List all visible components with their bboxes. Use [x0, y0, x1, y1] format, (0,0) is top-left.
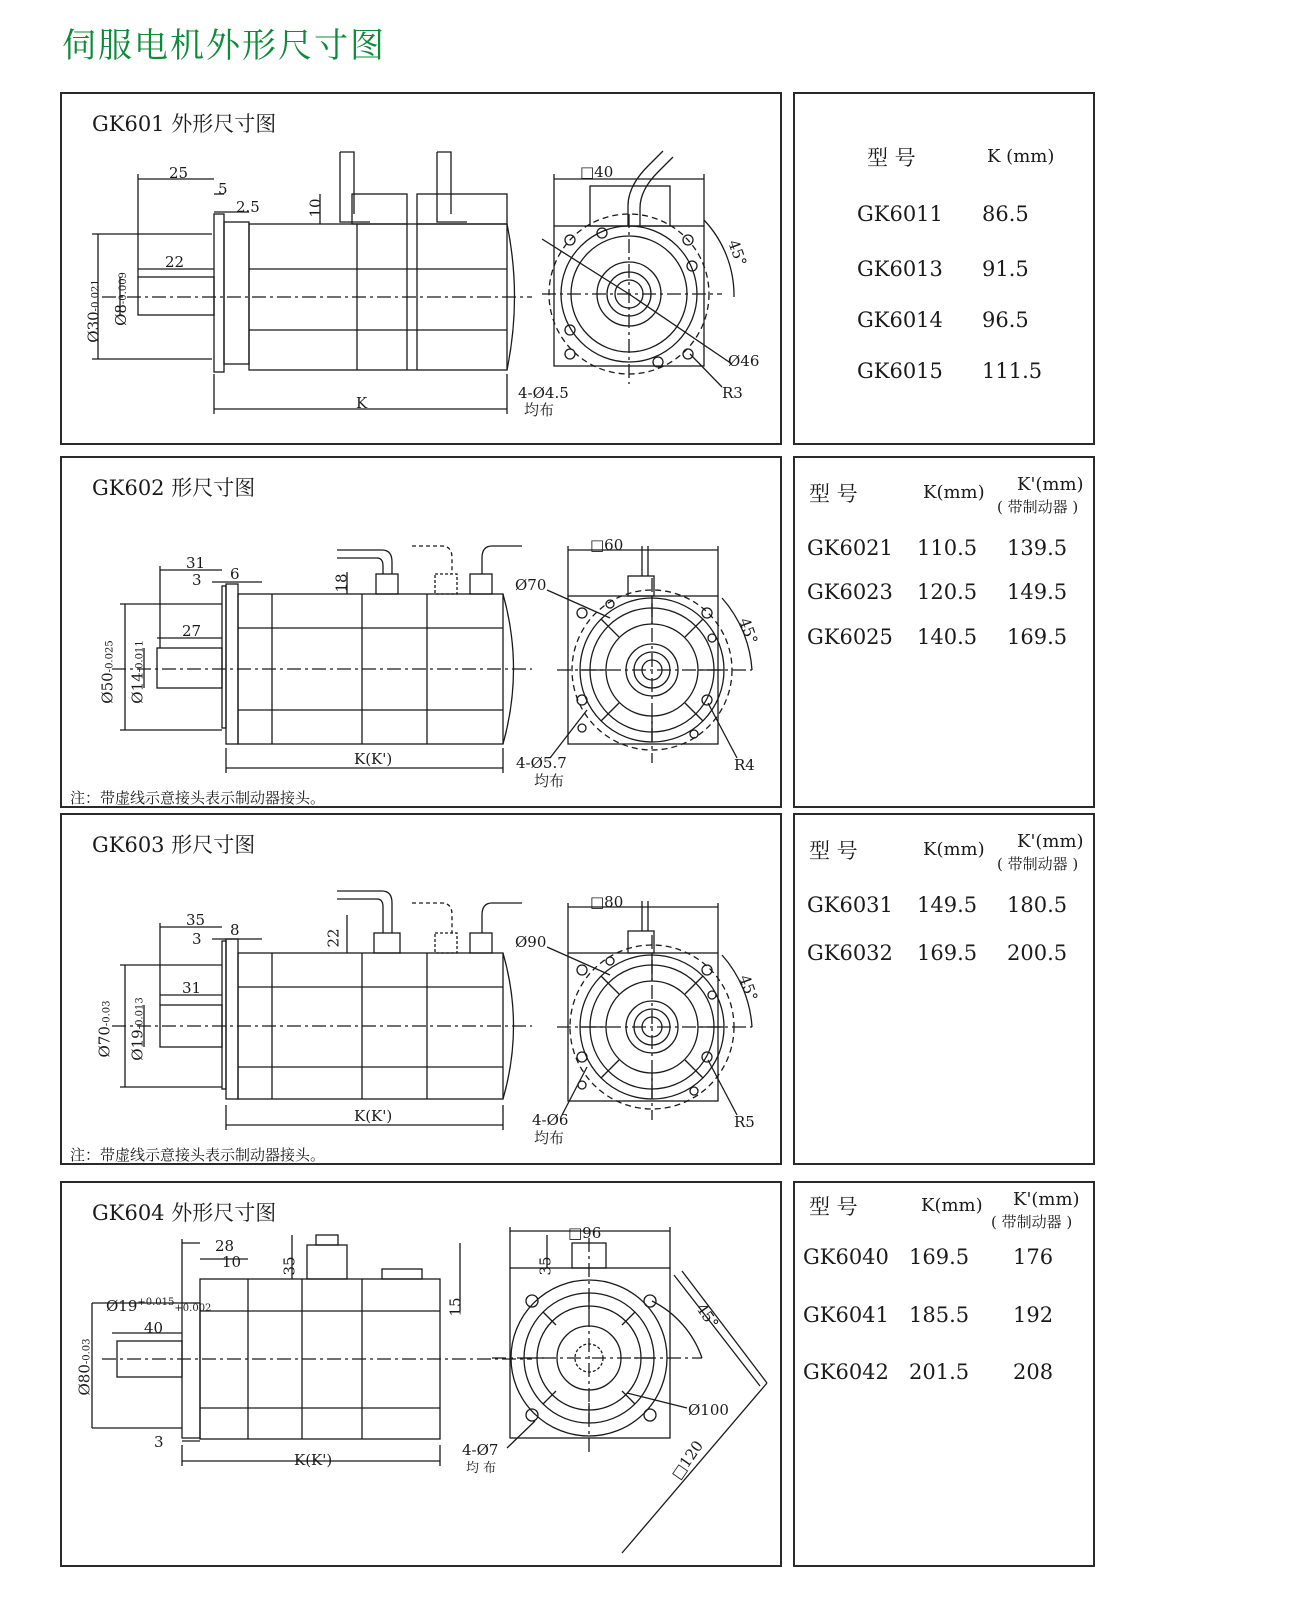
dim-holes: 4-Ø6: [532, 1111, 569, 1129]
table-cell: GK6013: [857, 257, 943, 281]
dim-label: 31: [182, 979, 202, 997]
dim-label: 27: [182, 622, 202, 640]
dim-holes-sub: 均布: [534, 1129, 565, 1147]
dim-label: 15: [446, 1297, 465, 1317]
drawing-panel-gk602: [60, 456, 782, 808]
drawing-title: GK604 外形尺寸图: [92, 1201, 277, 1225]
spec-table-gk602: [793, 456, 1095, 808]
dim-shaft-inner: Ø8-0.009: [111, 272, 130, 326]
spec-table-gk601: [793, 92, 1095, 445]
dim-label: 3: [192, 930, 202, 948]
table-cell: 149.5: [917, 893, 978, 917]
dim-flange: □80: [590, 893, 624, 911]
drawing-gk602: [62, 458, 784, 810]
dim-label: 3: [192, 571, 202, 589]
table-header-k: K(mm): [921, 1195, 983, 1216]
table-cell: 96.5: [982, 308, 1029, 332]
dim-angle: 45°: [692, 1299, 723, 1333]
dim-flange: □60: [590, 536, 624, 554]
drawing-gk603: [62, 815, 784, 1167]
dim-circle: Ø100: [688, 1401, 729, 1419]
dim-label: 28: [215, 1237, 235, 1255]
dim-label: 35: [536, 1256, 555, 1276]
dim-label: 6: [230, 565, 240, 583]
dim-angle: 45°: [724, 237, 751, 269]
table-header-k-brake: K'(mm): [1017, 474, 1084, 495]
table-header-k: K(mm): [923, 839, 985, 860]
dim-diagonal: □120: [667, 1437, 708, 1483]
table-cell: GK6042: [803, 1360, 889, 1384]
table-cell: GK6014: [857, 308, 943, 332]
table-cell: GK6015: [857, 359, 943, 383]
dim-holes: 4-Ø7: [462, 1441, 499, 1459]
dim-k: K(K'): [354, 1107, 393, 1125]
dim-circle: Ø46: [728, 352, 760, 370]
table-header-model: 型 号: [867, 146, 916, 170]
dim-label: 22: [165, 253, 185, 271]
dim-shaft-inner: $Ø19^{+0.015}+0.002$: [106, 1297, 212, 1315]
dim-radius: R3: [722, 384, 743, 402]
dim-flange: □40: [580, 163, 614, 181]
table-cell: GK6031: [807, 893, 893, 917]
table-cell: 110.5: [917, 536, 978, 560]
table-cell: 140.5: [917, 625, 978, 649]
table-cell: 169.5: [1007, 625, 1068, 649]
dim-label: 18: [332, 573, 351, 593]
table-cell: GK6023: [807, 580, 893, 604]
dim-k: K: [356, 394, 368, 412]
table-header-brake-note: ( 带制动器 ): [997, 498, 1079, 516]
dim-label: 35: [280, 1256, 299, 1276]
dim-label: 2.5: [236, 198, 260, 216]
table-cell: GK6032: [807, 941, 893, 965]
table-header-model: 型 号: [809, 1195, 858, 1219]
table-cell: GK6041: [803, 1303, 889, 1327]
table-cell: 208: [1013, 1360, 1054, 1384]
table-cell: 200.5: [1007, 941, 1068, 965]
dim-k: K(K'): [294, 1451, 333, 1469]
table-header-k: K (mm): [987, 146, 1055, 167]
table-header-k: K(mm): [923, 482, 985, 503]
table-cell: 91.5: [982, 257, 1029, 281]
drawing-title: GK602 形尺寸图: [92, 476, 256, 500]
table-cell: 111.5: [982, 359, 1043, 383]
table-cell: 176: [1013, 1245, 1054, 1269]
dim-shaft-outer: Ø50-0.025: [98, 640, 117, 704]
table-header-model: 型 号: [809, 839, 858, 863]
spec-table-gk603: [793, 813, 1095, 1165]
table-header-brake-note: ( 带制动器 ): [997, 855, 1079, 873]
drawing-panel-gk603: [60, 813, 782, 1165]
dim-angle: 45°: [735, 615, 762, 647]
spec-table-gk604: [793, 1181, 1095, 1567]
drawing-note: 注：带虚线示意接头表示制动器接头。: [70, 1146, 326, 1164]
dim-radius: R4: [734, 756, 755, 774]
dim-label: 31: [186, 554, 206, 572]
drawing-note: 注：带虚线示意接头表示制动器接头。: [70, 789, 326, 807]
dim-radius: R5: [734, 1113, 755, 1131]
dim-label: 40: [144, 1319, 164, 1337]
dim-holes-sub: 均布: [524, 401, 555, 419]
dim-shaft-outer: Ø30-0.021: [84, 279, 103, 343]
dim-k: K(K'): [354, 750, 393, 768]
dim-circle: Ø90: [515, 933, 547, 951]
drawing-gk604: [62, 1183, 784, 1569]
dim-label: 5: [218, 180, 228, 198]
dim-holes-sub: 均 布: [466, 1461, 497, 1476]
dim-holes: 4-Ø4.5: [518, 384, 569, 402]
table-cell: 86.5: [982, 202, 1029, 226]
drawing-panel-gk601: [60, 92, 782, 445]
table-cell: 149.5: [1007, 580, 1068, 604]
table-cell: 120.5: [917, 580, 978, 604]
dim-shaft-inner: Ø14-0.011: [128, 640, 147, 704]
table-cell: GK6011: [857, 202, 943, 226]
dim-label: 10: [306, 198, 325, 218]
drawing-title: GK603 形尺寸图: [92, 833, 256, 857]
dim-label: 10: [222, 1253, 242, 1271]
drawing-panel-gk604: [60, 1181, 782, 1567]
table-cell: 139.5: [1007, 536, 1068, 560]
dim-shaft-inner: Ø19-0.013: [128, 997, 147, 1061]
dim-flange: □96: [568, 1224, 602, 1242]
dim-shaft-outer: Ø80-0.03: [75, 1338, 94, 1396]
dim-label: 22: [324, 928, 343, 948]
dim-shaft-outer: Ø70-0.03: [95, 1000, 114, 1058]
drawing-title: GK601 外形尺寸图: [92, 112, 277, 136]
dim-angle: 45°: [735, 972, 762, 1004]
table-header-brake-note: ( 带制动器 ): [991, 1213, 1073, 1231]
table-cell: 169.5: [909, 1245, 970, 1269]
table-cell: 180.5: [1007, 893, 1068, 917]
table-cell: 169.5: [917, 941, 978, 965]
table-cell: 201.5: [909, 1360, 970, 1384]
table-header-model: 型 号: [809, 482, 858, 506]
dim-circle: Ø70: [515, 576, 547, 594]
table-cell: 192: [1013, 1303, 1054, 1327]
table-cell: GK6021: [807, 536, 893, 560]
dim-label: 8: [230, 921, 240, 939]
dim-label: 3: [154, 1433, 164, 1451]
page-title: 伺服电机外形尺寸图: [62, 26, 386, 66]
table-cell: GK6040: [803, 1245, 889, 1269]
dim-holes-sub: 均布: [534, 772, 565, 790]
dim-label: 35: [186, 911, 206, 929]
table-cell: GK6025: [807, 625, 893, 649]
table-cell: 185.5: [909, 1303, 970, 1327]
table-header-k-brake: K'(mm): [1013, 1189, 1080, 1210]
dim-label: 25: [169, 164, 189, 182]
dim-holes: 4-Ø5.7: [516, 754, 567, 772]
table-header-k-brake: K'(mm): [1017, 831, 1084, 852]
